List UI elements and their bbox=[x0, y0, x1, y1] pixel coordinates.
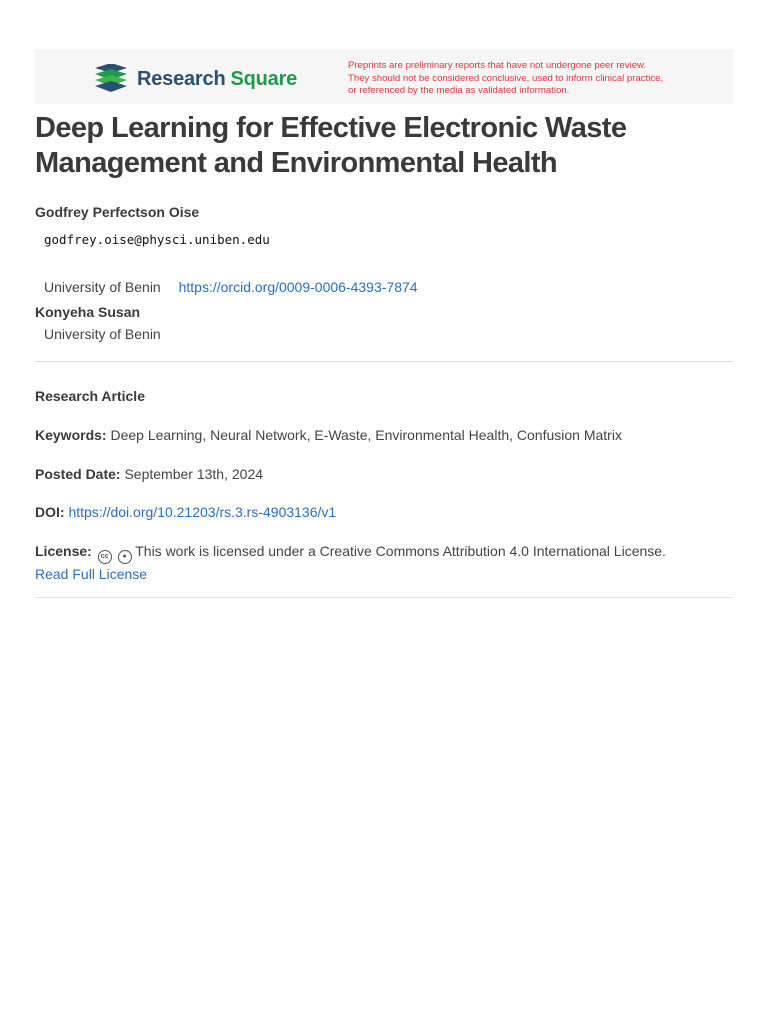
creative-commons-icon: cc bbox=[98, 550, 112, 564]
keywords-label: Keywords: bbox=[35, 427, 107, 443]
author-email[interactable]: godfrey.oise@physci.uniben.edu bbox=[44, 232, 270, 247]
logo-word-research: Research bbox=[137, 68, 226, 90]
research-square-logo[interactable] bbox=[93, 64, 297, 94]
preprint-banner bbox=[35, 49, 733, 104]
article-type-label: Research Article bbox=[35, 388, 145, 404]
title-line-1: Deep Learning for Effective Electronic Waste bbox=[35, 112, 627, 144]
posted-date-row bbox=[35, 466, 263, 482]
keywords-row bbox=[35, 427, 622, 443]
keywords-value: Deep Learning, Neural Network, E-Waste, Environmental Health, Confusion Matrix bbox=[110, 427, 622, 443]
doi-link[interactable]: https://doi.org/10.21203/rs.3.rs-4903136/v1 bbox=[68, 504, 337, 520]
license-row bbox=[35, 543, 666, 564]
research-square-logo-icon bbox=[93, 64, 129, 94]
doi-row bbox=[35, 504, 336, 520]
author-affiliation: University of Benin bbox=[44, 326, 161, 342]
disclaimer-line: or referenced by the media as validated information. bbox=[348, 85, 570, 97]
title-line-2: Management and Environmental Health bbox=[35, 147, 558, 179]
article-type bbox=[35, 388, 145, 404]
preprint-disclaimer bbox=[348, 60, 708, 98]
posted-date-label: Posted Date: bbox=[35, 466, 121, 482]
divider bbox=[35, 361, 733, 362]
read-license-row bbox=[35, 566, 147, 582]
license-label: License: bbox=[35, 543, 92, 559]
logo-wordmark bbox=[137, 69, 297, 89]
attribution-icon: ● bbox=[118, 550, 132, 564]
posted-date-value: September 13th, 2024 bbox=[124, 466, 264, 482]
read-full-license-link[interactable]: Read Full License bbox=[35, 566, 148, 582]
paper-title bbox=[35, 111, 735, 181]
doi-label: DOI: bbox=[35, 504, 65, 520]
author-affiliation-row bbox=[44, 279, 418, 295]
author-name: Konyeha Susan bbox=[35, 304, 141, 320]
disclaimer-line: They should not be considered conclusive, used to inform clinical practice, bbox=[348, 72, 664, 84]
divider bbox=[35, 597, 733, 598]
author-affiliation: University of Benin bbox=[44, 279, 161, 295]
author-affiliation-row bbox=[44, 326, 161, 342]
logo-word-square: Square bbox=[230, 68, 298, 90]
orcid-link[interactable]: https://orcid.org/0009-0006-4393-7874 bbox=[178, 279, 418, 295]
author-name: Godfrey Perfectson Oise bbox=[35, 204, 200, 220]
disclaimer-line: Preprints are preliminary reports that have not undergone peer review. bbox=[348, 60, 647, 71]
license-text: This work is licensed under a Creative Commons Attribution 4.0 International License. bbox=[135, 543, 666, 559]
